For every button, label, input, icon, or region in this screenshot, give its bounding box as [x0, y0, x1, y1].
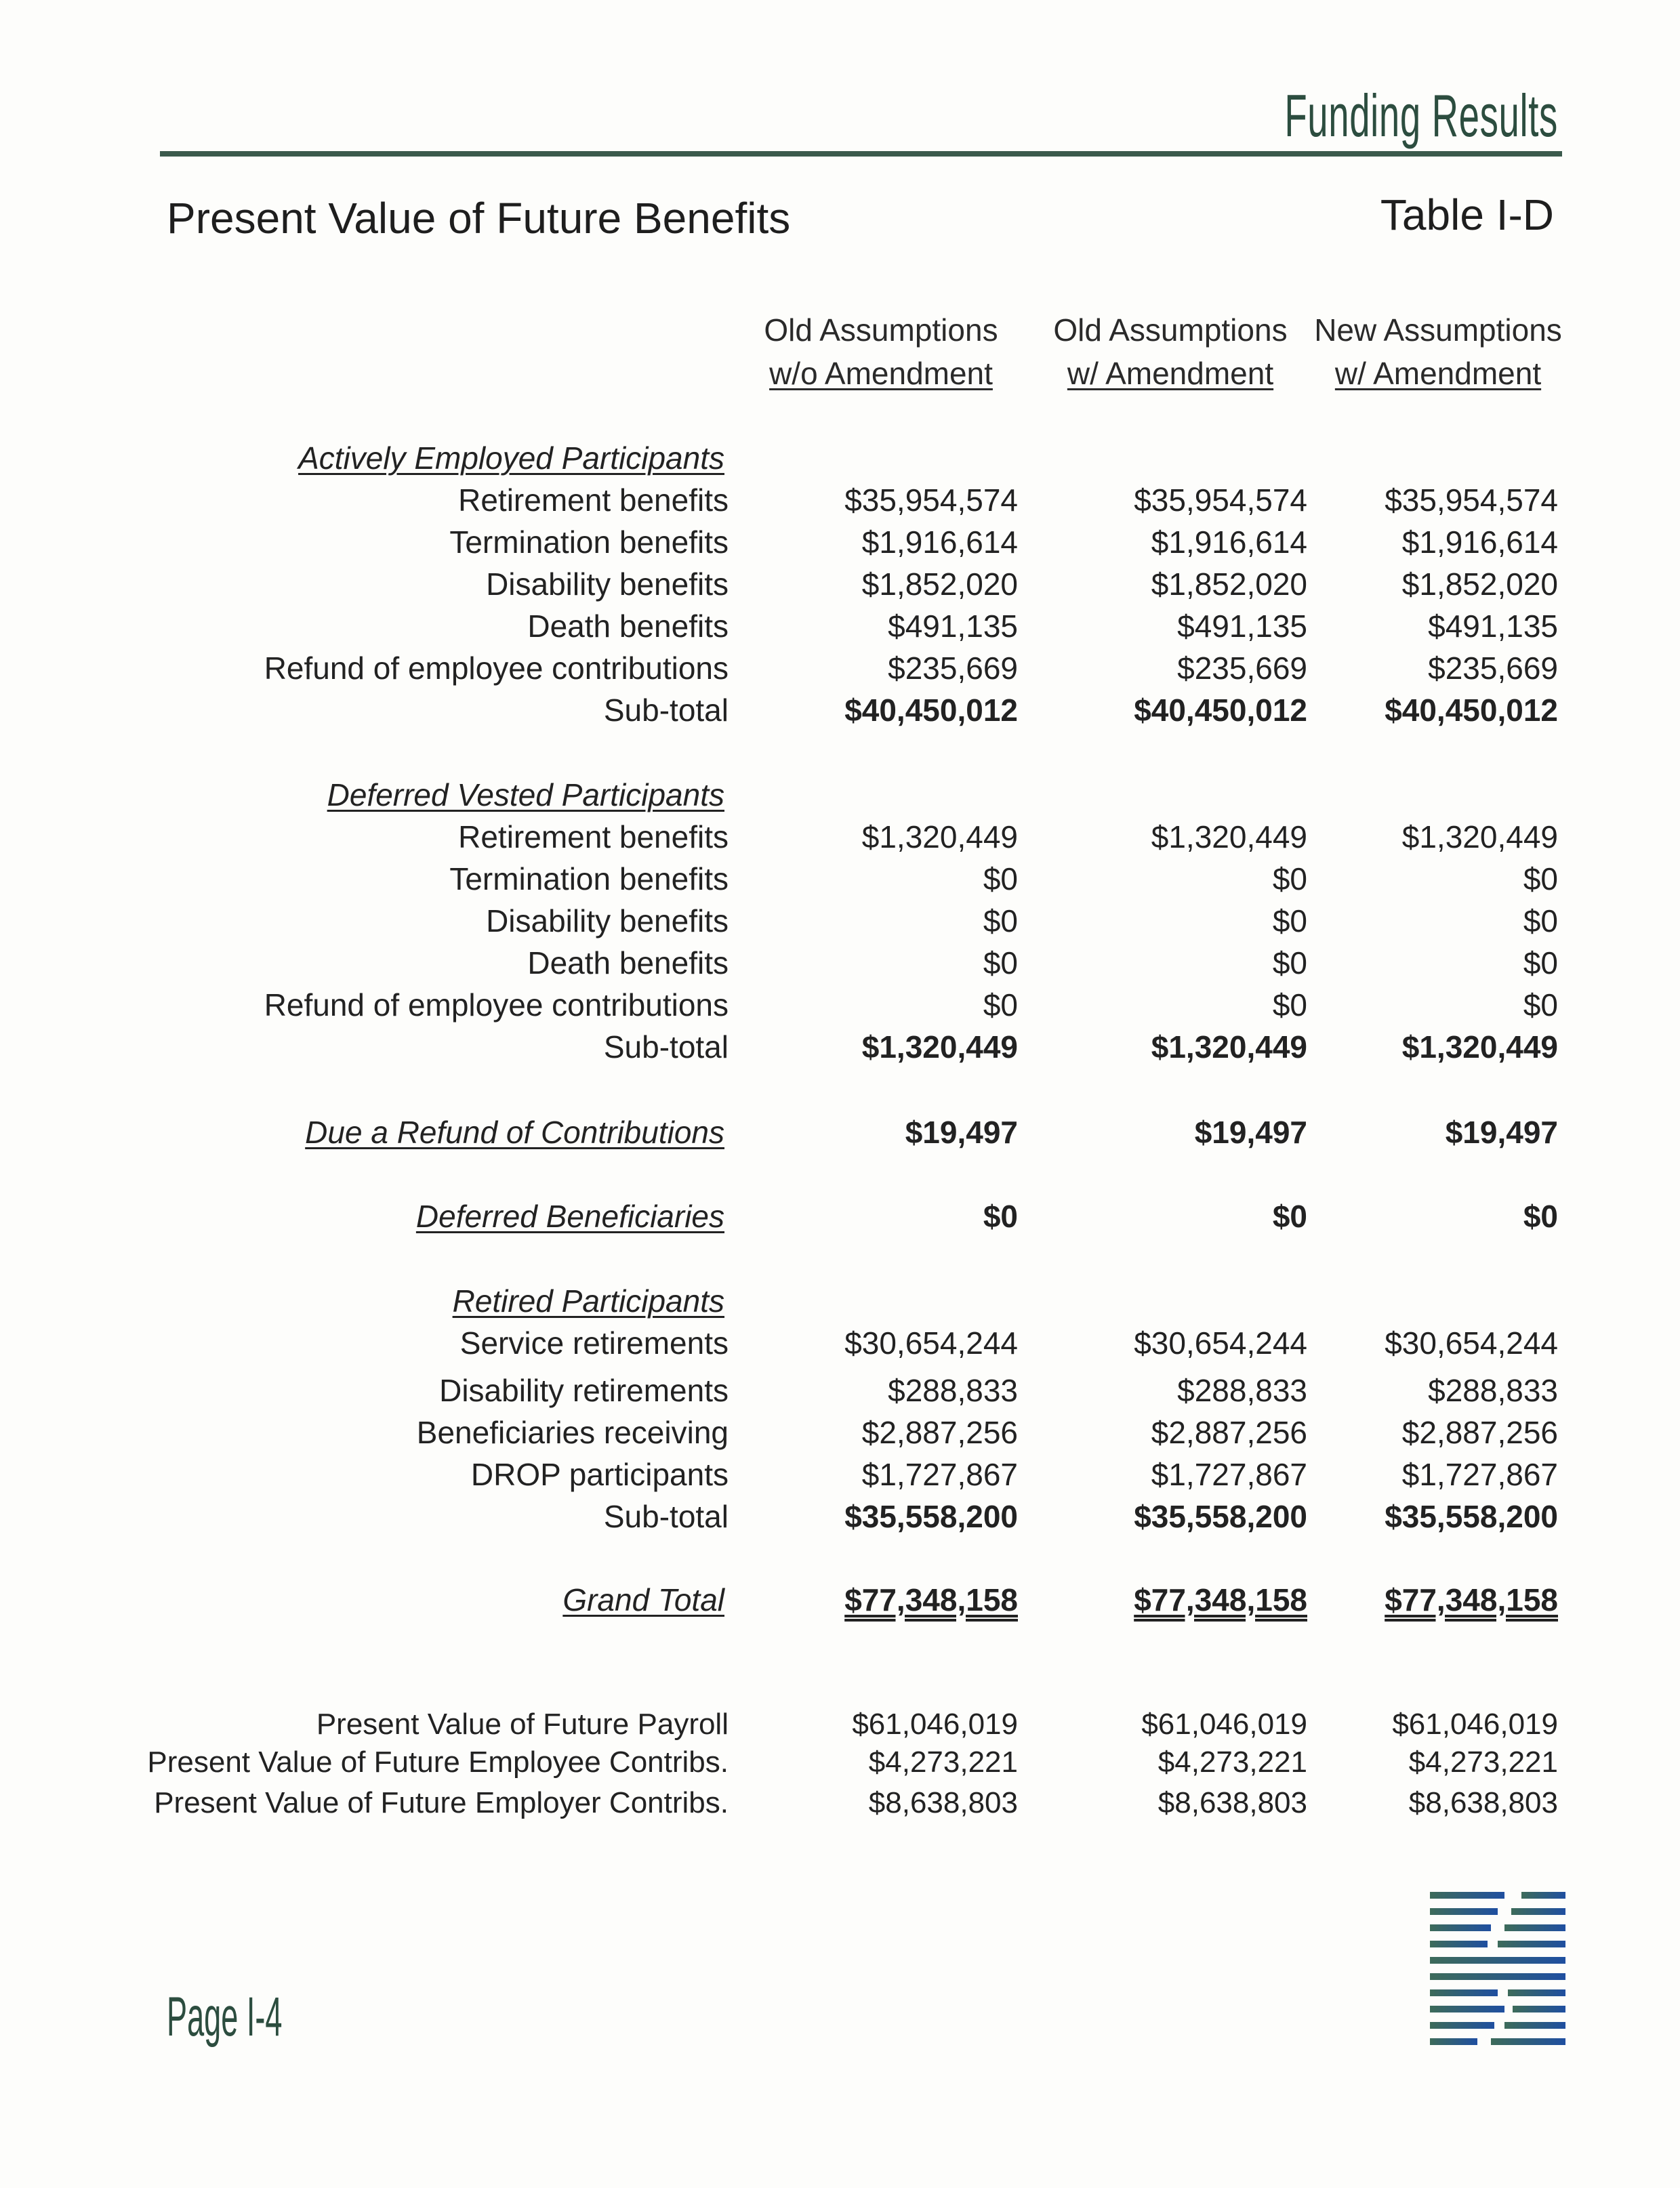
cell-value: $8,638,803 [1157, 1786, 1307, 1819]
table-row [0, 605, 1680, 647]
table-row [0, 1322, 1680, 1364]
subtotal-row [0, 689, 1680, 731]
page-number: Page I-4 [167, 1986, 283, 2048]
header-rule [160, 151, 1562, 157]
cell-value: $0 [983, 1199, 1018, 1234]
cell-value: $8,638,803 [868, 1786, 1018, 1819]
table-row [0, 521, 1680, 563]
table-row [0, 816, 1680, 858]
cell-value: $77,348,158 [1134, 1582, 1307, 1617]
table-id: Table I-D [1380, 190, 1554, 239]
cell-value: $40,450,012 [1134, 693, 1307, 728]
cell-value: $2,887,256 [1401, 1415, 1558, 1450]
cell-value: $0 [983, 945, 1018, 981]
cell-value: $19,497 [1445, 1115, 1558, 1150]
cell-value: $0 [1523, 903, 1558, 938]
cell-value: $30,654,244 [1134, 1325, 1307, 1361]
cell-value: $0 [1523, 861, 1558, 896]
future-row [0, 1741, 1680, 1783]
row-label: DROP participants [470, 1457, 729, 1492]
cell-value: $77,348,158 [844, 1582, 1018, 1617]
table-row [0, 563, 1680, 605]
cell-value: $30,654,244 [844, 1325, 1018, 1361]
cell-value: $61,046,019 [1141, 1708, 1307, 1741]
cell-value: $1,320,449 [1151, 819, 1307, 854]
cell-value: $1,727,867 [1151, 1457, 1307, 1492]
cell-value: $35,954,574 [844, 482, 1018, 518]
cell-value: $0 [1272, 1199, 1307, 1234]
cell-value: $2,887,256 [861, 1415, 1018, 1450]
cell-value: $35,558,200 [1385, 1499, 1558, 1534]
cell-value: $77,348,158 [1385, 1582, 1558, 1617]
row-label: Present Value of Future Employee Contribs. [147, 1746, 729, 1779]
row-label: Disability retirements [439, 1373, 729, 1408]
row-label: Refund of employee contributions [264, 987, 729, 1023]
cell-value: $235,669 [1428, 651, 1558, 686]
cell-value: $40,450,012 [844, 693, 1018, 728]
cell-value: $1,916,614 [1151, 524, 1307, 560]
company-logo-icon [1430, 1891, 1565, 2053]
cell-value: $1,320,449 [861, 819, 1018, 854]
cell-value: $35,954,574 [1134, 482, 1307, 518]
cell-value: $491,135 [888, 608, 1018, 644]
row-label: Retirement benefits [458, 819, 729, 854]
row-label: Retirement benefits [458, 482, 729, 518]
due-refund-row [0, 1111, 1680, 1153]
table-row [0, 1453, 1680, 1495]
section-heading-label: Retired Participants [452, 1283, 724, 1319]
section-heading-active [0, 437, 1680, 479]
column-header-line1: Old Assumptions [764, 312, 998, 348]
cell-value: $2,887,256 [1151, 1415, 1307, 1450]
cell-value: $1,916,614 [1401, 524, 1558, 560]
cell-value: $1,320,449 [861, 1029, 1018, 1065]
cell-value: $491,135 [1177, 608, 1307, 644]
cell-value: $19,497 [905, 1115, 1018, 1150]
cell-value: $0 [1523, 987, 1558, 1023]
cell-value: $4,273,221 [868, 1746, 1018, 1779]
cell-value: $235,669 [1177, 651, 1307, 686]
row-label: Disability benefits [486, 566, 729, 602]
cell-value: $1,852,020 [1401, 566, 1558, 602]
cell-value: $1,320,449 [1151, 1029, 1307, 1065]
column-header-line1: Old Assumptions [1053, 312, 1288, 348]
cell-value: $0 [983, 861, 1018, 896]
section-heading-deferred-vested [0, 774, 1680, 816]
cell-value: $35,558,200 [844, 1499, 1018, 1534]
row-label: Present Value of Future Employer Contribs. [154, 1786, 729, 1819]
cell-value: $4,273,221 [1408, 1746, 1558, 1779]
row-label: Disability benefits [486, 903, 729, 938]
column-header-2 [1028, 308, 1313, 395]
column-header-1 [739, 308, 1023, 395]
cell-value: $4,273,221 [1157, 1746, 1307, 1779]
cell-value: $0 [1523, 945, 1558, 981]
row-label: Service retirements [459, 1325, 729, 1361]
cell-value: $1,916,614 [861, 524, 1018, 560]
cell-value: $288,833 [1177, 1373, 1307, 1408]
future-row [0, 1782, 1680, 1824]
section-heading-label: Actively Employed Participants [298, 440, 724, 476]
section-tag: Funding Results [1284, 82, 1558, 149]
row-label: Refund of employee contributions [264, 651, 729, 686]
cell-value: $35,558,200 [1134, 1499, 1307, 1534]
cell-value: $0 [1272, 861, 1307, 896]
table-row [0, 900, 1680, 942]
row-label: Present Value of Future Payroll [316, 1708, 729, 1741]
table-row [0, 1411, 1680, 1453]
table-row [0, 479, 1680, 521]
cell-value: $1,727,867 [1401, 1457, 1558, 1492]
subtotal-row [0, 1495, 1680, 1537]
column-header-line2: w/o Amendment [769, 356, 993, 391]
section-heading-label: Deferred Vested Participants [327, 777, 724, 812]
cell-value: $40,450,012 [1385, 693, 1558, 728]
cell-value: $1,727,867 [861, 1457, 1018, 1492]
cell-value: $0 [983, 987, 1018, 1023]
cell-value: $1,852,020 [1151, 566, 1307, 602]
cell-value: $1,852,020 [861, 566, 1018, 602]
cell-value: $61,046,019 [852, 1708, 1018, 1741]
subtotal-row [0, 1026, 1680, 1068]
section-heading-label: Due a Refund of Contributions [305, 1115, 724, 1150]
cell-value: $288,833 [888, 1373, 1018, 1408]
row-label: Termination benefits [449, 861, 729, 896]
cell-value: $30,654,244 [1385, 1325, 1558, 1361]
table-row [0, 647, 1680, 689]
row-label: Death benefits [527, 608, 729, 644]
table-row [0, 1369, 1680, 1411]
row-label: Termination benefits [449, 524, 729, 560]
section-heading-label: Grand Total [562, 1582, 724, 1617]
table-row [0, 984, 1680, 1026]
cell-value: $8,638,803 [1408, 1786, 1558, 1819]
cell-value: $288,833 [1428, 1373, 1558, 1408]
cell-value: $35,954,574 [1385, 482, 1558, 518]
row-label: Beneficiaries receiving [416, 1415, 729, 1450]
column-header-line2: w/ Amendment [1334, 356, 1542, 391]
section-heading-retired [0, 1280, 1680, 1322]
cell-value: $0 [1523, 1199, 1558, 1234]
table-row [0, 858, 1680, 900]
cell-value: $0 [983, 903, 1018, 938]
cell-value: $0 [1272, 987, 1307, 1023]
table-row [0, 942, 1680, 984]
deferred-beneficiaries-row [0, 1195, 1680, 1237]
row-label: Sub-total [603, 1499, 729, 1534]
row-label: Sub-total [603, 693, 729, 728]
cell-value: $491,135 [1428, 608, 1558, 644]
cell-value: $61,046,019 [1392, 1708, 1558, 1741]
cell-value: $1,320,449 [1401, 819, 1558, 854]
row-label: Death benefits [527, 945, 729, 981]
cell-value: $1,320,449 [1401, 1029, 1558, 1065]
column-header-3 [1296, 308, 1580, 395]
cell-value: $235,669 [888, 651, 1018, 686]
cell-value: $0 [1272, 945, 1307, 981]
section-heading-label: Deferred Beneficiaries [415, 1199, 724, 1234]
cell-value: $19,497 [1194, 1115, 1307, 1150]
column-header-line2: w/ Amendment [1067, 356, 1274, 391]
column-header-line1: New Assumptions [1314, 312, 1562, 348]
page-title: Present Value of Future Benefits [167, 194, 791, 243]
row-label: Sub-total [603, 1029, 729, 1065]
cell-value: $0 [1272, 903, 1307, 938]
grand-total-row [0, 1579, 1680, 1621]
future-row [0, 1704, 1680, 1746]
